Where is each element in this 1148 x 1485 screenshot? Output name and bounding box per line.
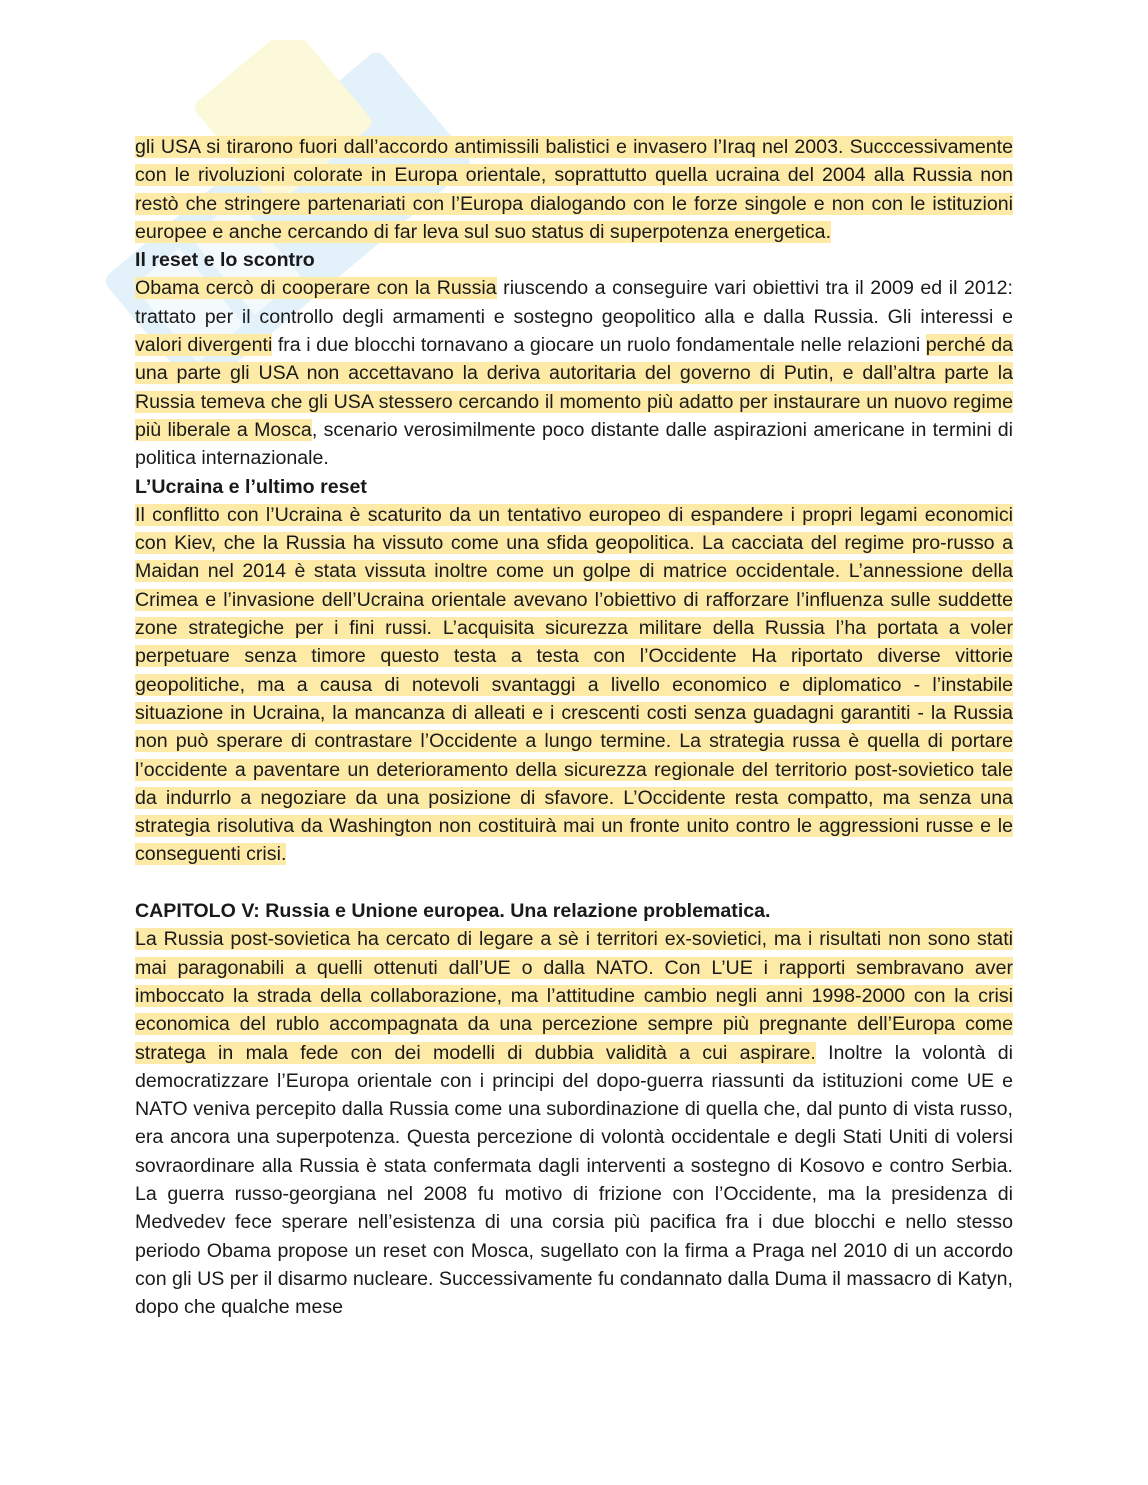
- paragraph: [135, 925, 1013, 1321]
- highlighted-text: valori divergenti: [135, 334, 273, 357]
- paragraph: [135, 501, 1013, 869]
- highlighted-text: Il conflitto con l’Ucraina è scaturito da un tentativo europeo di espandere i propri legami economici con Kiev, che la Russia ha vissuto come una sfida geopolitica. La cacciata del regime pro-russo a Maidan nel 2014 è stata vissuta inoltre come un golpe di matrice occidentale. L’annessione della Crimea e l’invasione dell’Ucraina orientale avevano l’obiettivo di rafforzare l’influenza sulle suddette zone strategiche per i fini russi. L’acquisita sicurezza militare della Russia l’ha portata a voler perpetuare senza timore questo testa a testa con l’Occidente Ha riportato diverse vittorie geopolitiche, ma a causa di notevoli svantaggi a livello economico e diplomatico - l’instabile situazione in Ucraina, la mancanza di alleati e i crescenti costi senza guadagni garantiti - la Russia non può sperare di contrastare l’Occidente a lungo termine. La strategia russa è quella di portare l’occidente a paventare un deterioramento della sicurezza regionale del territorio post-sovietico tale da indurrlo a negoziare da una posizione di sfavore. L’Occidente resta compatto, ma senza una strategia risolutiva da Washington non costituirà mai un fronte unito contro le aggressioni russe e le conseguenti crisi.: [135, 503, 1013, 866]
- blank-line: [135, 869, 1013, 897]
- highlighted-text: perché da una parte gli USA non accettavano la deriva autoritaria del governo di Putin, e dall’altra parte la Russia temeva che gli USA stessero cercando il momento più adatto per instaurare un nuovo regime più liberale a Mosca: [135, 334, 1013, 441]
- highlighted-text: Obama cercò di cooperare con la Russia: [135, 277, 497, 300]
- text-segment: riuscendo a conseguire vari obiettivi tra il 2009 ed il 2012: trattato per il controllo degli armamenti e sostegno geopolitico alla e dalla Russia. Gli interessi e: [135, 277, 1014, 328]
- text-segment: Inoltre la volontà di democratizzare l’Europa orientale con i principi del dopo-guerra riassunti da istituzioni come UE e NATO veniva percepito dalla Russia come una subordinazione di quella che, dal punto di vista russo, era ancora una superpotenza. Questa percezione di volontà occidentale e degli Stati Uniti di volersi sovraordinare alla Russia è stata confermata dagli interventi a sostegno di Kosovo e contro Serbia. La guerra russo-georgiana nel 2008 fu motivo di frizione con l’Occidente, ma la presidenza di Medvedev fece sperare nell’esistenza di una corsia più pacifica fra i due blocchi e nello stesso periodo Obama propose un reset con Mosca, sugellato con la firma a Praga nel 2010 di un accordo con gli US per il disarmo nucleare. Successivamente fu condannato dalla Duma il massacro di Katyn, dopo che qualche mese: [135, 1041, 1014, 1319]
- paragraph: [135, 274, 1013, 472]
- text-segment: fra i due blocchi tornavano a giocare un ruolo fondamentale nelle relazioni: [272, 334, 926, 357]
- text-segment: , scenario verosimilmente poco distante dalle aspirazioni americane in termini di politica internazionale.: [135, 418, 1013, 470]
- highlighted-text: La Russia post-sovietica ha cercato di legare a sè i territori ex-sovietici, ma i risultati non sono stati mai paragonabili a quelli ottenuti dall’UE o dalla NATO. Con L’UE i rapporti sembravano aver imboccato la strada della collaborazione, ma l’attitudine cambio negli anni 1998-2000 con la crisi economica del rublo accompagnata da una percezione sempre più pregnante dell’Europa come stratega in mala fede con dei modelli di dubbia validità a cui aspirare.: [135, 928, 1013, 1064]
- section-heading: CAPITOLO V: Russia e Unione europea. Una relazione problematica.: [135, 900, 771, 923]
- section-heading: Il reset e lo scontro: [135, 249, 315, 272]
- document-body: [135, 133, 1013, 1321]
- paragraph: [135, 133, 1013, 246]
- section-heading: L’Ucraina e l’ultimo reset: [135, 475, 367, 498]
- highlighted-text: gli USA si tirarono fuori dall’accordo antimissili balistici e invasero l’Iraq nel 2003. Succcessivamente con le rivoluzioni colorate in Europa orientale, soprattutto quella ucraina del 2004 alla Russia non restò che stringere partenariati con l’Europa dialogando con le forze singole e non con le istituzioni europee e anche cercando di far leva sul suo status di superpotenza energetica.: [135, 136, 1013, 243]
